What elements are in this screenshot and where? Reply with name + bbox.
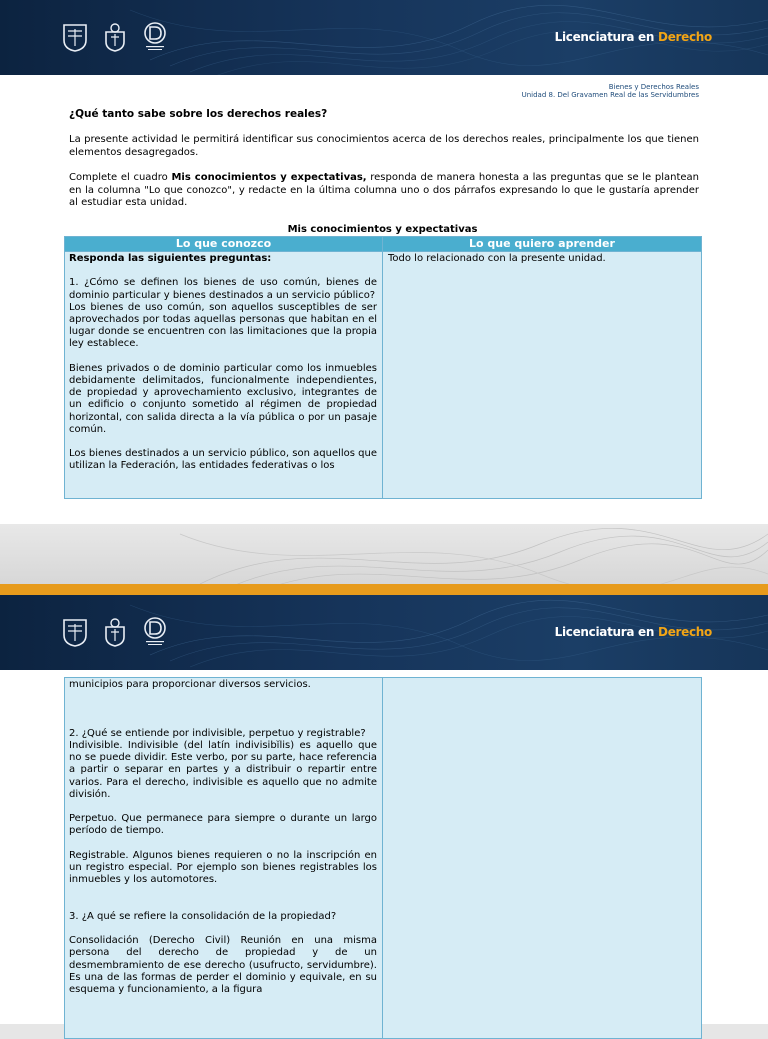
brand-accent: Derecho <box>658 30 712 44</box>
cuaed-logo-icon <box>140 616 170 648</box>
running-head-unit: Unidad 8. Del Gravamen Real de las Servidumbres <box>521 91 699 99</box>
running-head-course: Bienes y Derechos Reales <box>608 83 699 91</box>
faculty-shield-icon <box>100 616 130 648</box>
col-header-lo-que-quiero-aprender: Lo que quiero aprender <box>383 237 702 252</box>
accent-rule <box>0 584 768 595</box>
activity-title: ¿Qué tanto sabe sobre los derechos reales? <box>69 108 328 120</box>
question-2: 2. ¿Qué se entiende por indivisible, perpetuo y registrable? <box>69 727 366 739</box>
program-brand: Licenciatura en Derecho <box>554 625 712 639</box>
cell-lo-que-quiero-aprender-continued <box>383 678 702 1039</box>
answer-2-registrable: Registrable. Algunos bienes requieren o no la inscripción en un registro especial. Por ejemplo son bienes registrables los inmuebles y los automotores. <box>69 849 377 886</box>
answer-2-indivisible: Indivisible. Indivisible (del latín indivisibĭlis) es aquello que no se puede dividir. Este verbo, por su parte, hace referencia a partir o separar en partes y a distribuir o repartir entre varios. Para el derecho, indivisible es aquello que no admite división. <box>69 739 377 800</box>
answer-1-dominio-particular: Bienes privados o de dominio particular como los inmuebles debidamente delimitados, funcionalmente independientes, de propiedad y aprovechamiento exclusivo, integrantes de un edificio o conjunto sometido al régimen de propiedad horizontal, con salida directa a la vía pública o por un pasaje común. <box>69 362 377 435</box>
learning-goal-text: Todo lo relacionado con la presente unidad. <box>388 253 606 264</box>
header-banner <box>0 0 768 75</box>
header-banner-page-2 <box>0 595 768 670</box>
instructions-bold: Mis conocimientos y expectativas, <box>171 172 367 183</box>
cell-lo-que-conozco-continued <box>65 678 383 1039</box>
knowledge-table <box>64 236 702 499</box>
unam-seal-icon <box>60 21 90 53</box>
table-caption: Mis conocimientos y expectativas <box>287 224 478 235</box>
faculty-shield-icon <box>100 21 130 53</box>
intro-paragraph: La presente actividad le permitirá identificar sus conocimientos acerca de los derechos reales, principalmente los que tienen elementos desagregados. <box>69 134 699 158</box>
question-1: 1. ¿Cómo se definen los bienes de uso común, bienes de dominio particular y bienes destinados a un servicio público? <box>69 277 377 301</box>
questions-instruction: Responda las siguientes preguntas: <box>69 253 272 264</box>
running-head <box>522 83 699 99</box>
instructions-paragraph: Complete el cuadro Mis conocimientos y expectativas, responda de manera honesta a las preguntas que se le plantean en la columna "Lo que conozco", y redacte en la última columna uno o dos párrafos expresando lo que le gustaría aprender al estudiar esta unidad. <box>69 172 699 208</box>
unam-seal-icon <box>60 616 90 648</box>
brand-prefix: Licenciatura en <box>554 30 655 44</box>
col-header-lo-que-conozco: Lo que conozco <box>65 237 383 252</box>
question-3: 3. ¿A qué se refiere la consolidación de la propiedad? <box>69 910 337 922</box>
cell-lo-que-conozco <box>65 252 383 499</box>
program-brand <box>555 30 712 44</box>
cuaed-logo-icon <box>140 21 170 53</box>
answer-3-consolidacion: Consolidación (Derecho Civil) Reunión en una misma persona del derecho de propiedad y de un desmembramiento de ese derecho (usufructo, servidumbre). Es una de las formas de perder el dominio y equivale, en su esquema y funcionamiento, a la figura <box>69 935 377 995</box>
knowledge-table-continued <box>64 677 702 1039</box>
answer-1-servicio-publico-continued: municipios para proporcionar diversos servicios. <box>69 679 311 690</box>
cell-lo-que-quiero-aprender <box>383 252 702 499</box>
answer-1-uso-comun: Los bienes de uso común, son aquellos susceptibles de ser aprovechados por todas aquellas personas que habitan en el lugar donde se encuentren con las limitaciones que la propia ley establece. <box>69 301 377 350</box>
answer-1-servicio-publico: Los bienes destinados a un servicio público, son aquellos que utilizan la Federación, las entidades federativas o los <box>69 448 377 472</box>
answer-2-perpetuo: Perpetuo. Que permanece para siempre o durante un largo período de tiempo. <box>69 813 377 837</box>
